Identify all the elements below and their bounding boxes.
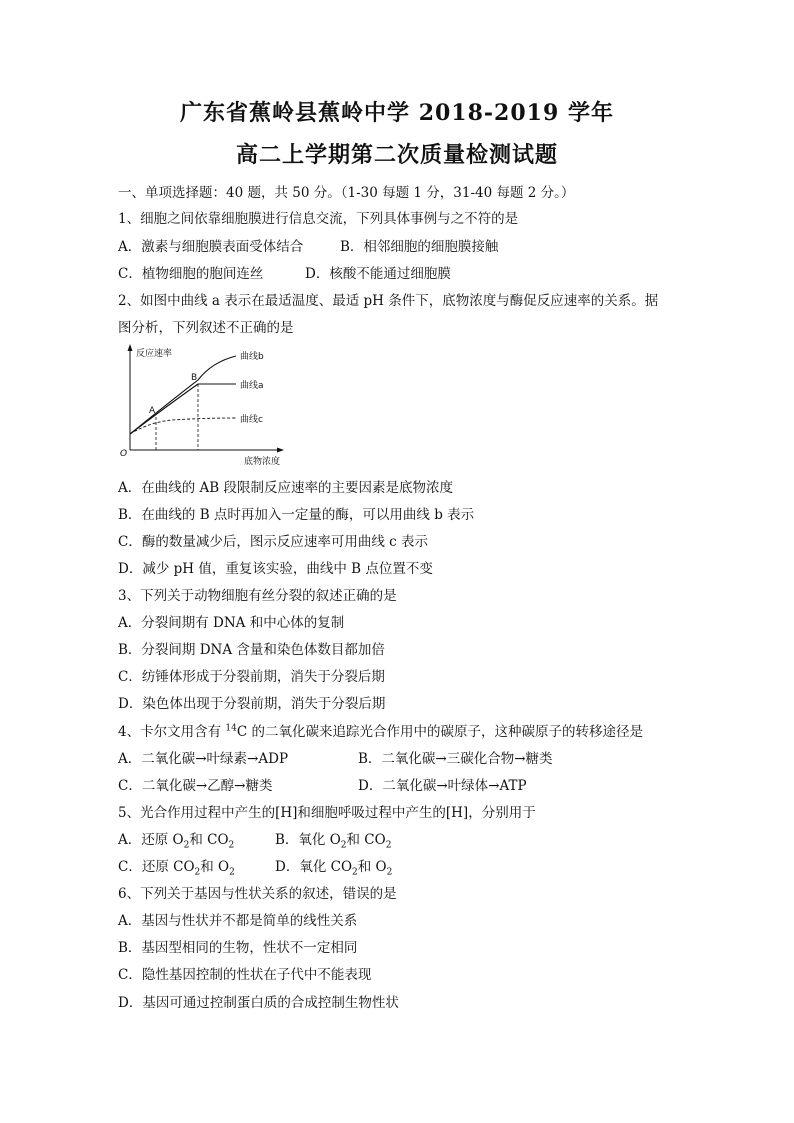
question-2-stem: 2、如图中曲线 a 表示在最适温度、最适 pH 条件下，底物浓度与酶促反应速率的关系。据 (118, 293, 659, 309)
q3-option-c: C．纺锤体形成于分裂前期，消失于分裂后期 (118, 669, 385, 685)
q2-option-b: B．在曲线的 B 点时再加入一定量的酶，可以用曲线 b 表示 (118, 507, 475, 523)
curve-b-label: 曲线b (240, 352, 264, 362)
q5-option-b: B．氧化 $O_2$和 $CO_2$ (275, 832, 392, 851)
q6-option-b: B．基因型相同的生物，性状不一定相同 (118, 940, 358, 956)
q2-option-c: C．酶的数量减少后，图示反应速率可用曲线 c 表示 (118, 534, 428, 550)
q5-option-d: D．氧化 $CO_2$和 $O_2$ (275, 859, 393, 878)
point-a-label: A (149, 406, 156, 416)
q1-option-a: A．激素与细胞膜表面受体结合 (118, 239, 304, 255)
q6-option-c: C．隐性基因控制的性状在子代中不能表现 (118, 967, 372, 983)
q3-option-b: B．分裂间期 DNA 含量和染色体数目都加倍 (118, 642, 385, 658)
q4-option-c: C．二氧化碳→乙醇→糖类 (118, 778, 273, 794)
question-2-stem-cont: 图分析，下列叙述不正确的是 (118, 320, 294, 336)
q6-option-a: A．基因与性状并不都是简单的线性关系 (118, 913, 358, 929)
exam-title: 广东省蕉岭县蕉岭中学 2018-2019 学年 (180, 100, 614, 126)
x-axis-arrow (277, 448, 284, 453)
question-4-stem: 4、卡尔文用含有 $^{14}$C 的二氧化碳来追踪光合作用中的碳原子，这种碳原子的转移途径是 (118, 723, 643, 740)
y-axis-arrow (128, 344, 133, 351)
q1-option-d: D．核酸不能通过细胞膜 (305, 266, 451, 282)
q5-option-c: C．还原 $CO_2$和 $O_2$ (118, 859, 235, 878)
question-1-stem: 1、细胞之间依靠细胞膜进行信息交流，下列具体事例与之不符的是 (118, 211, 519, 227)
question-3-stem: 3、下列关于动物细胞有丝分裂的叙述正确的是 (118, 588, 397, 604)
q2-option-d: D．减少 pH 值，重复该实验，曲线中 B 点位置不变 (118, 561, 433, 577)
q3-option-a: A．分裂间期有 DNA 和中心体的复制 (118, 615, 345, 631)
origin-label: O (120, 449, 128, 459)
curve-c (130, 418, 236, 434)
q1-option-c: C．植物细胞的胞间连丝 (118, 266, 264, 282)
exam-subtitle: 高二上学期第二次质量检测试题 (235, 142, 558, 168)
curve-a-label: 曲线a (240, 381, 264, 391)
q5-option-a: A．还原 $O_2$和 $CO_2$ (118, 832, 235, 851)
question-5-stem: 5、光合作用过程中产生的[H]和细胞呼吸过程中产生的[H]，分别用于 (118, 805, 536, 821)
q4-option-b: B．二氧化碳→三碳化合物→糖类 (358, 751, 553, 767)
q4-option-a: A．二氧化碳→叶绿素→ADP (118, 751, 289, 767)
y-axis-label: 反应速率 (136, 349, 173, 359)
q4-option-d: D．二氧化碳→叶绿体→ATP (358, 778, 527, 794)
question-6-stem: 6、下列关于基因与性状关系的叙述，错误的是 (118, 886, 397, 902)
q1-option-b: B．相邻细胞的细胞膜接触 (340, 239, 499, 255)
q3-option-d: D．染色体出现于分裂前期，消失于分裂后期 (118, 696, 386, 712)
q2-option-a: A．在曲线的 AB 段限制反应速率的主要因素是底物浓度 (118, 480, 454, 496)
point-b-label: B (191, 373, 198, 383)
enzyme-rate-graph (112, 340, 292, 466)
x-axis-label: 底物浓度 (244, 457, 281, 466)
isotope-superscript: 14 (225, 723, 237, 734)
curve-c-label: 曲线c (240, 415, 263, 425)
q6-option-d: D．基因可通过控制蛋白质的合成控制生物性状 (118, 995, 399, 1011)
section-heading: 一、单项选择题：40 题，共 50 分。（1-30 每题 1 分，31-40 每题 2 分。） (118, 185, 575, 201)
